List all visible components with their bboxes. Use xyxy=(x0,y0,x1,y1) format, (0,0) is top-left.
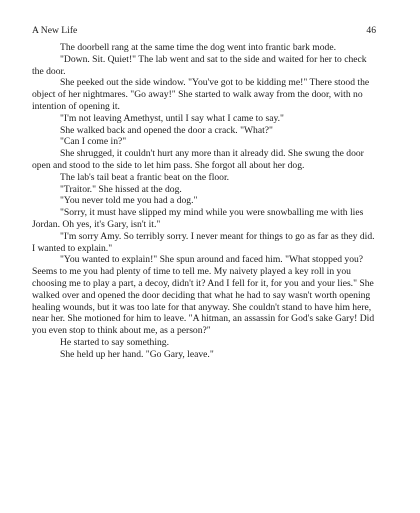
paragraph: He started to say something. xyxy=(60,336,169,348)
paragraph: The lab's tail beat a frantic beat on the floor. xyxy=(60,171,230,183)
paragraph: "You wanted to explain!" She spun around and faced him. "What stopped you? Seems to me you had plenty of time to tell me. My naivety played a key roll in you choosing me to play a part, a decoy, didn't it? And I fell for it, for you and your lies." She walked over and opened the door deciding that what he had to say wasn't worth opening healing wounds, but it was too late for that anyway. She couldn't stand to have him here, near her. She motioned for him to leave. "A hitman, an assassin for God's sake Gary! Did you even stop to think about me, as a person?" xyxy=(32,254,375,337)
paragraph: She held up her hand. "Go Gary, leave." xyxy=(60,348,214,360)
page-header xyxy=(32,24,376,38)
page-number: 46 xyxy=(366,25,376,36)
paragraph: She peeked out the side window. "You've got to be kidding me!" There stood the object of her nightmares. "Go away!" She started to walk away from the door, with no intention of opening it. xyxy=(32,77,370,112)
paragraph: "I'm not leaving Amethyst, until I say what I came to say." xyxy=(60,112,284,124)
page-body xyxy=(32,42,376,361)
paragraph: She walked back and opened the door a crack. "What?" xyxy=(60,124,273,136)
paragraph: "Can I come in?" xyxy=(60,136,127,148)
paragraph: The doorbell rang at the same time the dog went into frantic bark mode. xyxy=(60,42,336,53)
paragraph: "Down. Sit. Quiet!" The lab went and sat to the side and waited for her to check the door. xyxy=(32,53,367,77)
paragraph: "I'm sorry Amy. So terribly sorry. I never meant for things to go as far as they did. I wanted to explain." xyxy=(32,230,375,254)
paragraph: "You never told me you had a dog." xyxy=(60,195,198,207)
paragraph: She shrugged, it couldn't hurt any more than it already did. She swung the door open and stood to the side to let him pass. She forgot all about her dog. xyxy=(32,148,364,171)
paragraph: "Traitor." She hissed at the dog. xyxy=(60,183,182,195)
running-title: A New Life xyxy=(32,25,78,36)
paragraph: "Sorry, it must have slipped my mind while you were snowballing me with lies Jordan. Oh yes, it's Gary, isn't it." xyxy=(32,207,364,230)
